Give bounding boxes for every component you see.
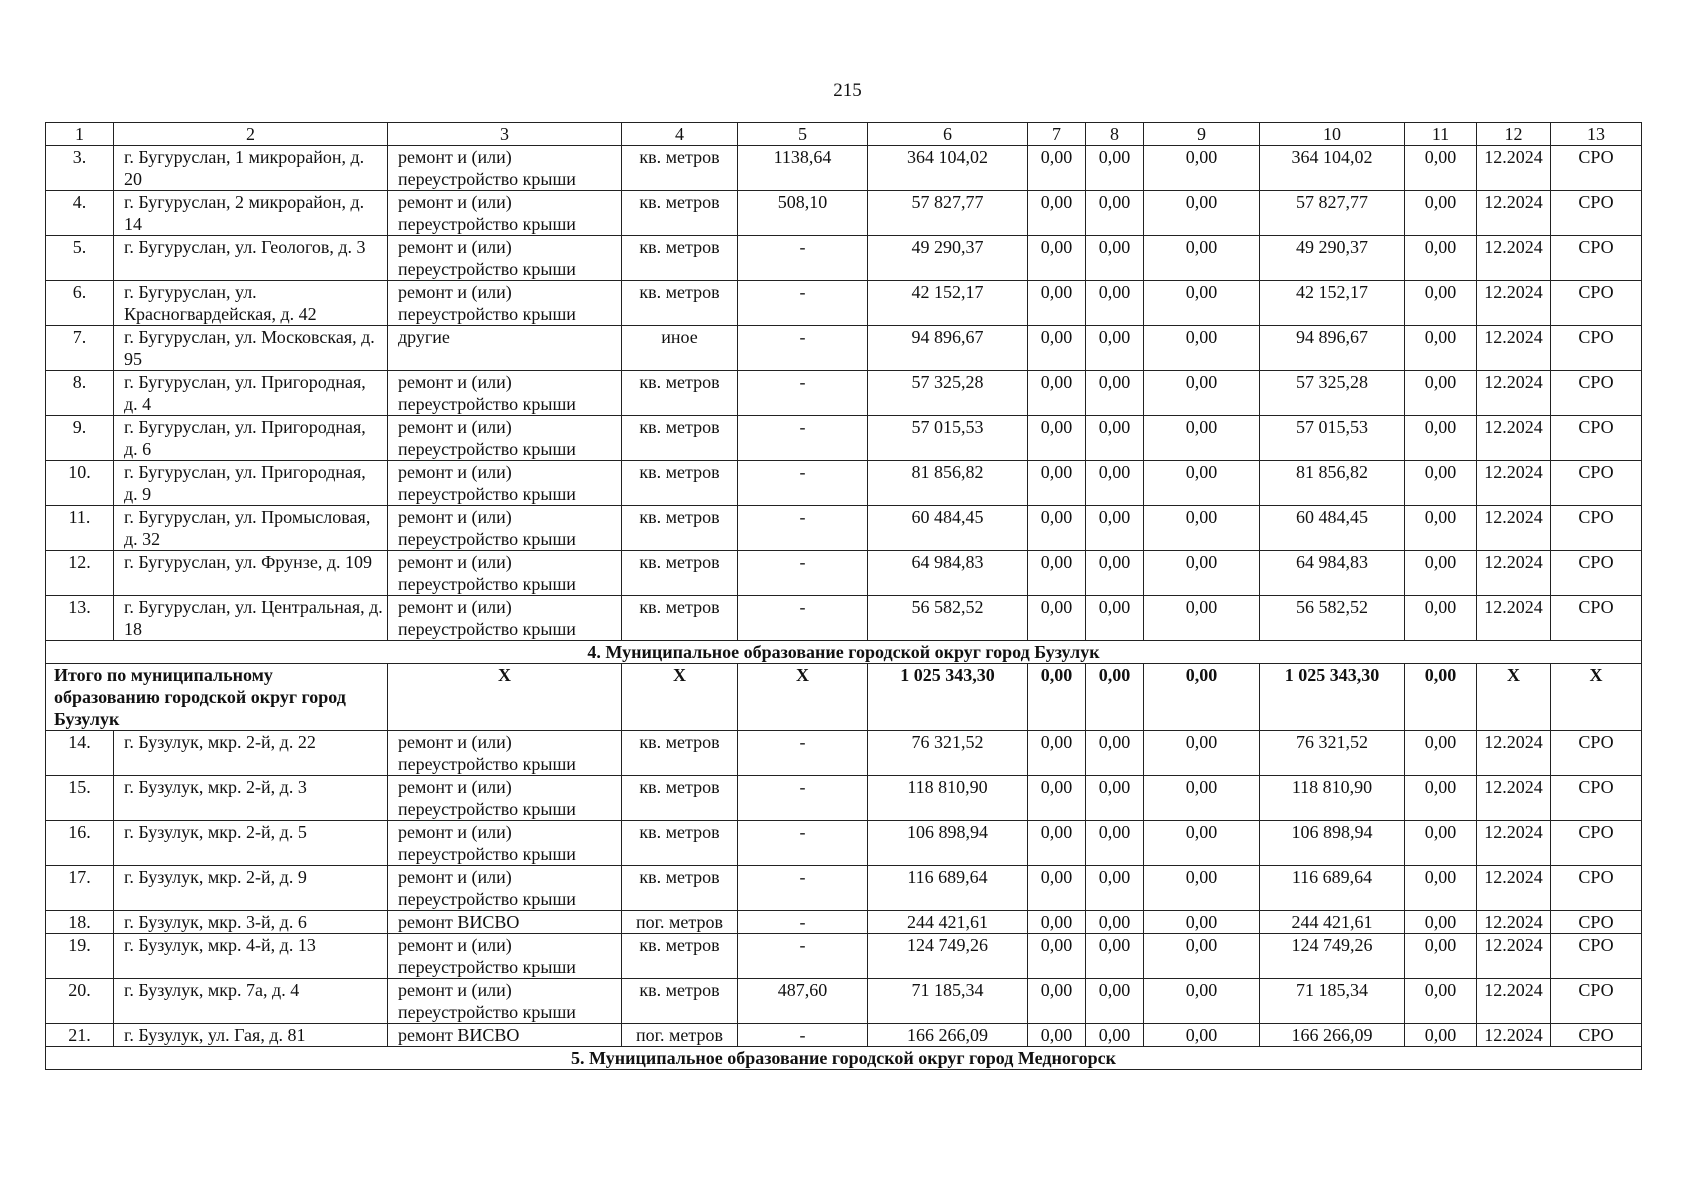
region-budget-cell: 0,00	[1086, 866, 1144, 911]
column-number: 7	[1028, 123, 1086, 146]
executor-cell: СРО	[1551, 911, 1642, 934]
total-cost-cell: 124 749,26	[868, 934, 1028, 979]
other-funds-cell: 0,00	[1405, 191, 1477, 236]
total-c9-cell: 0,00	[1144, 664, 1260, 731]
municipality-total-row	[46, 664, 1642, 731]
work-type-cell: ремонт и (или) переустройство крыши	[388, 934, 622, 979]
completion-date-cell: 12.2024	[1477, 551, 1551, 596]
other-funds-cell: 0,00	[1405, 866, 1477, 911]
completion-date-cell: 12.2024	[1477, 506, 1551, 551]
total-cost-cell: 42 152,17	[868, 281, 1028, 326]
table-row	[46, 371, 1642, 416]
address-cell: г. Бугуруслан, ул. Красногвардейская, д. 42	[114, 281, 388, 326]
total-label: Итого по муниципальному образованию городской округ город Бузулук	[46, 664, 388, 731]
total-cost-cell: 166 266,09	[868, 1024, 1028, 1047]
completion-date-cell: 12.2024	[1477, 911, 1551, 934]
completion-date-cell: 12.2024	[1477, 979, 1551, 1024]
column-number: 11	[1405, 123, 1477, 146]
local-budget-cell: 0,00	[1144, 821, 1260, 866]
unit-cell: кв. метров	[622, 821, 738, 866]
owners-funds-cell: 57 015,53	[1260, 416, 1405, 461]
work-type-cell: другие	[388, 326, 622, 371]
quantity-cell: -	[738, 461, 868, 506]
work-type-cell: ремонт и (или) переустройство крыши	[388, 866, 622, 911]
owners-funds-cell: 106 898,94	[1260, 821, 1405, 866]
column-number: 2	[114, 123, 388, 146]
quantity-cell: -	[738, 236, 868, 281]
quantity-cell: -	[738, 371, 868, 416]
completion-date-cell: 12.2024	[1477, 146, 1551, 191]
executor-cell: СРО	[1551, 461, 1642, 506]
address-cell: г. Бугуруслан, ул. Пригородная, д. 4	[114, 371, 388, 416]
other-funds-cell: 0,00	[1405, 596, 1477, 641]
table-row	[46, 146, 1642, 191]
table-row	[46, 866, 1642, 911]
unit-cell: кв. метров	[622, 551, 738, 596]
region-budget-cell: 0,00	[1086, 1024, 1144, 1047]
row-number: 14.	[46, 731, 114, 776]
table-row	[46, 506, 1642, 551]
unit-cell: кв. метров	[622, 461, 738, 506]
local-budget-cell: 0,00	[1144, 934, 1260, 979]
owners-funds-cell: 116 689,64	[1260, 866, 1405, 911]
owners-funds-cell: 76 321,52	[1260, 731, 1405, 776]
completion-date-cell: 12.2024	[1477, 281, 1551, 326]
column-number-row	[46, 123, 1642, 146]
executor-cell: СРО	[1551, 1024, 1642, 1047]
completion-date-cell: 12.2024	[1477, 461, 1551, 506]
row-number: 13.	[46, 596, 114, 641]
total-cost-cell: 81 856,82	[868, 461, 1028, 506]
executor-cell: СРО	[1551, 596, 1642, 641]
unit-cell: кв. метров	[622, 191, 738, 236]
total-c4-cell: X	[622, 664, 738, 731]
address-cell: г. Бузулук, мкр. 2-й, д. 3	[114, 776, 388, 821]
quantity-cell: -	[738, 911, 868, 934]
other-funds-cell: 0,00	[1405, 371, 1477, 416]
owners-funds-cell: 166 266,09	[1260, 1024, 1405, 1047]
address-cell: г. Бугуруслан, ул. Пригородная, д. 9	[114, 461, 388, 506]
address-cell: г. Бугуруслан, 1 микрорайон, д. 20	[114, 146, 388, 191]
owners-funds-cell: 118 810,90	[1260, 776, 1405, 821]
local-budget-cell: 0,00	[1144, 776, 1260, 821]
total-c12-cell: X	[1477, 664, 1551, 731]
local-budget-cell: 0,00	[1144, 551, 1260, 596]
local-budget-cell: 0,00	[1144, 281, 1260, 326]
unit-cell: кв. метров	[622, 776, 738, 821]
unit-cell: кв. метров	[622, 731, 738, 776]
fund-cell: 0,00	[1028, 371, 1086, 416]
other-funds-cell: 0,00	[1405, 934, 1477, 979]
table-row	[46, 551, 1642, 596]
completion-date-cell: 12.2024	[1477, 934, 1551, 979]
fund-cell: 0,00	[1028, 979, 1086, 1024]
other-funds-cell: 0,00	[1405, 416, 1477, 461]
fund-cell: 0,00	[1028, 911, 1086, 934]
executor-cell: СРО	[1551, 979, 1642, 1024]
local-budget-cell: 0,00	[1144, 371, 1260, 416]
total-cost-cell: 71 185,34	[868, 979, 1028, 1024]
completion-date-cell: 12.2024	[1477, 371, 1551, 416]
row-number: 15.	[46, 776, 114, 821]
owners-funds-cell: 57 325,28	[1260, 371, 1405, 416]
row-number: 17.	[46, 866, 114, 911]
region-budget-cell: 0,00	[1086, 596, 1144, 641]
quantity-cell: -	[738, 821, 868, 866]
total-c13-cell: X	[1551, 664, 1642, 731]
fund-cell: 0,00	[1028, 146, 1086, 191]
unit-cell: кв. метров	[622, 281, 738, 326]
owners-funds-cell: 57 827,77	[1260, 191, 1405, 236]
unit-cell: кв. метров	[622, 979, 738, 1024]
table-row	[46, 821, 1642, 866]
executor-cell: СРО	[1551, 866, 1642, 911]
table-row	[46, 731, 1642, 776]
fund-cell: 0,00	[1028, 461, 1086, 506]
fund-cell: 0,00	[1028, 596, 1086, 641]
fund-cell: 0,00	[1028, 821, 1086, 866]
region-budget-cell: 0,00	[1086, 551, 1144, 596]
work-type-cell: ремонт и (или) переустройство крыши	[388, 979, 622, 1024]
total-cost-cell: 56 582,52	[868, 596, 1028, 641]
total-cost-cell: 118 810,90	[868, 776, 1028, 821]
executor-cell: СРО	[1551, 821, 1642, 866]
total-c11-cell: 0,00	[1405, 664, 1477, 731]
local-budget-cell: 0,00	[1144, 146, 1260, 191]
work-type-cell: ремонт и (или) переустройство крыши	[388, 596, 622, 641]
capital-repair-table	[45, 122, 1642, 1070]
quantity-cell: -	[738, 506, 868, 551]
total-c5-cell: X	[738, 664, 868, 731]
region-budget-cell: 0,00	[1086, 911, 1144, 934]
work-type-cell: ремонт и (или) переустройство крыши	[388, 731, 622, 776]
fund-cell: 0,00	[1028, 416, 1086, 461]
work-type-cell: ремонт и (или) переустройство крыши	[388, 191, 622, 236]
work-type-cell: ремонт ВИСВО	[388, 911, 622, 934]
total-c3-cell: X	[388, 664, 622, 731]
row-number: 6.	[46, 281, 114, 326]
fund-cell: 0,00	[1028, 731, 1086, 776]
owners-funds-cell: 244 421,61	[1260, 911, 1405, 934]
total-cost-cell: 106 898,94	[868, 821, 1028, 866]
region-budget-cell: 0,00	[1086, 776, 1144, 821]
address-cell: г. Бузулук, мкр. 2-й, д. 22	[114, 731, 388, 776]
work-type-cell: ремонт и (или) переустройство крыши	[388, 146, 622, 191]
total-c10-cell: 1 025 343,30	[1260, 664, 1405, 731]
other-funds-cell: 0,00	[1405, 551, 1477, 596]
address-cell: г. Бузулук, мкр. 3-й, д. 6	[114, 911, 388, 934]
work-type-cell: ремонт и (или) переустройство крыши	[388, 551, 622, 596]
executor-cell: СРО	[1551, 326, 1642, 371]
total-cost-cell: 57 827,77	[868, 191, 1028, 236]
owners-funds-cell: 42 152,17	[1260, 281, 1405, 326]
other-funds-cell: 0,00	[1405, 506, 1477, 551]
table-row	[46, 236, 1642, 281]
executor-cell: СРО	[1551, 371, 1642, 416]
address-cell: г. Бузулук, мкр. 2-й, д. 5	[114, 821, 388, 866]
table-row	[46, 596, 1642, 641]
executor-cell: СРО	[1551, 236, 1642, 281]
row-number: 7.	[46, 326, 114, 371]
executor-cell: СРО	[1551, 731, 1642, 776]
row-number: 18.	[46, 911, 114, 934]
total-cost-cell: 57 325,28	[868, 371, 1028, 416]
other-funds-cell: 0,00	[1405, 979, 1477, 1024]
address-cell: г. Бугуруслан, ул. Промысловая, д. 32	[114, 506, 388, 551]
row-number: 3.	[46, 146, 114, 191]
fund-cell: 0,00	[1028, 934, 1086, 979]
row-number: 8.	[46, 371, 114, 416]
work-type-cell: ремонт и (или) переустройство крыши	[388, 371, 622, 416]
local-budget-cell: 0,00	[1144, 911, 1260, 934]
address-cell: г. Бугуруслан, 2 микрорайон, д. 14	[114, 191, 388, 236]
region-budget-cell: 0,00	[1086, 506, 1144, 551]
total-cost-cell: 49 290,37	[868, 236, 1028, 281]
total-cost-cell: 244 421,61	[868, 911, 1028, 934]
column-number: 9	[1144, 123, 1260, 146]
executor-cell: СРО	[1551, 416, 1642, 461]
other-funds-cell: 0,00	[1405, 236, 1477, 281]
region-budget-cell: 0,00	[1086, 731, 1144, 776]
table-row	[46, 776, 1642, 821]
column-number: 4	[622, 123, 738, 146]
row-number: 16.	[46, 821, 114, 866]
fund-cell: 0,00	[1028, 506, 1086, 551]
other-funds-cell: 0,00	[1405, 281, 1477, 326]
total-cost-cell: 64 984,83	[868, 551, 1028, 596]
completion-date-cell: 12.2024	[1477, 191, 1551, 236]
fund-cell: 0,00	[1028, 326, 1086, 371]
executor-cell: СРО	[1551, 506, 1642, 551]
row-number: 21.	[46, 1024, 114, 1047]
section-title-buzuluk: 4. Муниципальное образование городской округ город Бузулук	[46, 641, 1642, 664]
local-budget-cell: 0,00	[1144, 866, 1260, 911]
quantity-cell: -	[738, 281, 868, 326]
table-row	[46, 461, 1642, 506]
address-cell: г. Бугуруслан, ул. Фрунзе, д. 109	[114, 551, 388, 596]
table-row	[46, 911, 1642, 934]
address-cell: г. Бугуруслан, ул. Центральная, д. 18	[114, 596, 388, 641]
executor-cell: СРО	[1551, 934, 1642, 979]
region-budget-cell: 0,00	[1086, 371, 1144, 416]
completion-date-cell: 12.2024	[1477, 596, 1551, 641]
address-cell: г. Бузулук, мкр. 4-й, д. 13	[114, 934, 388, 979]
page-number: 215	[833, 80, 862, 101]
region-budget-cell: 0,00	[1086, 979, 1144, 1024]
local-budget-cell: 0,00	[1144, 506, 1260, 551]
region-budget-cell: 0,00	[1086, 934, 1144, 979]
completion-date-cell: 12.2024	[1477, 821, 1551, 866]
address-cell: г. Бугуруслан, ул. Пригородная, д. 6	[114, 416, 388, 461]
fund-cell: 0,00	[1028, 776, 1086, 821]
quantity-cell: -	[738, 551, 868, 596]
column-number: 1	[46, 123, 114, 146]
completion-date-cell: 12.2024	[1477, 416, 1551, 461]
quantity-cell: 508,10	[738, 191, 868, 236]
column-number: 5	[738, 123, 868, 146]
owners-funds-cell: 56 582,52	[1260, 596, 1405, 641]
total-cost-cell: 364 104,02	[868, 146, 1028, 191]
column-number: 13	[1551, 123, 1642, 146]
unit-cell: кв. метров	[622, 371, 738, 416]
other-funds-cell: 0,00	[1405, 821, 1477, 866]
unit-cell: иное	[622, 326, 738, 371]
table-row	[46, 191, 1642, 236]
owners-funds-cell: 94 896,67	[1260, 326, 1405, 371]
total-c8-cell: 0,00	[1086, 664, 1144, 731]
row-number: 10.	[46, 461, 114, 506]
fund-cell: 0,00	[1028, 1024, 1086, 1047]
local-budget-cell: 0,00	[1144, 326, 1260, 371]
other-funds-cell: 0,00	[1405, 146, 1477, 191]
completion-date-cell: 12.2024	[1477, 1024, 1551, 1047]
total-cost-cell: 76 321,52	[868, 731, 1028, 776]
region-budget-cell: 0,00	[1086, 461, 1144, 506]
quantity-cell: -	[738, 866, 868, 911]
other-funds-cell: 0,00	[1405, 776, 1477, 821]
total-c7-cell: 0,00	[1028, 664, 1086, 731]
unit-cell: кв. метров	[622, 416, 738, 461]
fund-cell: 0,00	[1028, 551, 1086, 596]
region-budget-cell: 0,00	[1086, 326, 1144, 371]
quantity-cell: -	[738, 326, 868, 371]
work-type-cell: ремонт и (или) переустройство крыши	[388, 236, 622, 281]
work-type-cell: ремонт и (или) переустройство крыши	[388, 461, 622, 506]
row-number: 4.	[46, 191, 114, 236]
unit-cell: кв. метров	[622, 934, 738, 979]
section-title-mednogorsk-row	[46, 1047, 1642, 1070]
completion-date-cell: 12.2024	[1477, 326, 1551, 371]
quantity-cell: 1138,64	[738, 146, 868, 191]
work-type-cell: ремонт и (или) переустройство крыши	[388, 506, 622, 551]
address-cell: г. Бузулук, ул. Гая, д. 81	[114, 1024, 388, 1047]
executor-cell: СРО	[1551, 146, 1642, 191]
local-budget-cell: 0,00	[1144, 236, 1260, 281]
table-row	[46, 281, 1642, 326]
quantity-cell: -	[738, 934, 868, 979]
table-row	[46, 416, 1642, 461]
section-title-buzuluk-row	[46, 641, 1642, 664]
other-funds-cell: 0,00	[1405, 461, 1477, 506]
unit-cell: кв. метров	[622, 866, 738, 911]
quantity-cell: -	[738, 776, 868, 821]
completion-date-cell: 12.2024	[1477, 731, 1551, 776]
region-budget-cell: 0,00	[1086, 821, 1144, 866]
other-funds-cell: 0,00	[1405, 1024, 1477, 1047]
local-budget-cell: 0,00	[1144, 461, 1260, 506]
table-row	[46, 1024, 1642, 1047]
row-number: 20.	[46, 979, 114, 1024]
region-budget-cell: 0,00	[1086, 281, 1144, 326]
completion-date-cell: 12.2024	[1477, 866, 1551, 911]
total-total-cell: 1 025 343,30	[868, 664, 1028, 731]
fund-cell: 0,00	[1028, 281, 1086, 326]
executor-cell: СРО	[1551, 191, 1642, 236]
executor-cell: СРО	[1551, 776, 1642, 821]
row-number: 12.	[46, 551, 114, 596]
completion-date-cell: 12.2024	[1477, 236, 1551, 281]
row-number: 5.	[46, 236, 114, 281]
owners-funds-cell: 49 290,37	[1260, 236, 1405, 281]
completion-date-cell: 12.2024	[1477, 776, 1551, 821]
total-cost-cell: 57 015,53	[868, 416, 1028, 461]
unit-cell: кв. метров	[622, 596, 738, 641]
local-budget-cell: 0,00	[1144, 416, 1260, 461]
fund-cell: 0,00	[1028, 866, 1086, 911]
table-row	[46, 934, 1642, 979]
work-type-cell: ремонт и (или) переустройство крыши	[388, 416, 622, 461]
address-cell: г. Бугуруслан, ул. Геологов, д. 3	[114, 236, 388, 281]
unit-cell: пог. метров	[622, 911, 738, 934]
column-number: 6	[868, 123, 1028, 146]
table-row	[46, 326, 1642, 371]
unit-cell: кв. метров	[622, 236, 738, 281]
local-budget-cell: 0,00	[1144, 979, 1260, 1024]
owners-funds-cell: 71 185,34	[1260, 979, 1405, 1024]
work-type-cell: ремонт и (или) переустройство крыши	[388, 776, 622, 821]
column-number: 10	[1260, 123, 1405, 146]
section-title-mednogorsk: 5. Муниципальное образование городской округ город Медногорск	[46, 1047, 1642, 1070]
quantity-cell: 487,60	[738, 979, 868, 1024]
address-cell: г. Бузулук, мкр. 7а, д. 4	[114, 979, 388, 1024]
quantity-cell: -	[738, 416, 868, 461]
local-budget-cell: 0,00	[1144, 596, 1260, 641]
total-cost-cell: 60 484,45	[868, 506, 1028, 551]
executor-cell: СРО	[1551, 551, 1642, 596]
column-number: 3	[388, 123, 622, 146]
other-funds-cell: 0,00	[1405, 326, 1477, 371]
total-cost-cell: 94 896,67	[868, 326, 1028, 371]
unit-cell: кв. метров	[622, 146, 738, 191]
quantity-cell: -	[738, 596, 868, 641]
table-row	[46, 979, 1642, 1024]
row-number: 19.	[46, 934, 114, 979]
unit-cell: кв. метров	[622, 506, 738, 551]
work-type-cell: ремонт и (или) переустройство крыши	[388, 281, 622, 326]
work-type-cell: ремонт ВИСВО	[388, 1024, 622, 1047]
owners-funds-cell: 60 484,45	[1260, 506, 1405, 551]
local-budget-cell: 0,00	[1144, 731, 1260, 776]
row-number: 11.	[46, 506, 114, 551]
region-budget-cell: 0,00	[1086, 146, 1144, 191]
quantity-cell: -	[738, 731, 868, 776]
region-budget-cell: 0,00	[1086, 191, 1144, 236]
quantity-cell: -	[738, 1024, 868, 1047]
address-cell: г. Бугуруслан, ул. Московская, д. 95	[114, 326, 388, 371]
other-funds-cell: 0,00	[1405, 911, 1477, 934]
local-budget-cell: 0,00	[1144, 191, 1260, 236]
owners-funds-cell: 64 984,83	[1260, 551, 1405, 596]
owners-funds-cell: 364 104,02	[1260, 146, 1405, 191]
executor-cell: СРО	[1551, 281, 1642, 326]
other-funds-cell: 0,00	[1405, 731, 1477, 776]
owners-funds-cell: 81 856,82	[1260, 461, 1405, 506]
work-type-cell: ремонт и (или) переустройство крыши	[388, 821, 622, 866]
region-budget-cell: 0,00	[1086, 236, 1144, 281]
local-budget-cell: 0,00	[1144, 1024, 1260, 1047]
column-number: 8	[1086, 123, 1144, 146]
fund-cell: 0,00	[1028, 191, 1086, 236]
address-cell: г. Бузулук, мкр. 2-й, д. 9	[114, 866, 388, 911]
total-cost-cell: 116 689,64	[868, 866, 1028, 911]
column-number: 12	[1477, 123, 1551, 146]
row-number: 9.	[46, 416, 114, 461]
fund-cell: 0,00	[1028, 236, 1086, 281]
region-budget-cell: 0,00	[1086, 416, 1144, 461]
owners-funds-cell: 124 749,26	[1260, 934, 1405, 979]
unit-cell: пог. метров	[622, 1024, 738, 1047]
